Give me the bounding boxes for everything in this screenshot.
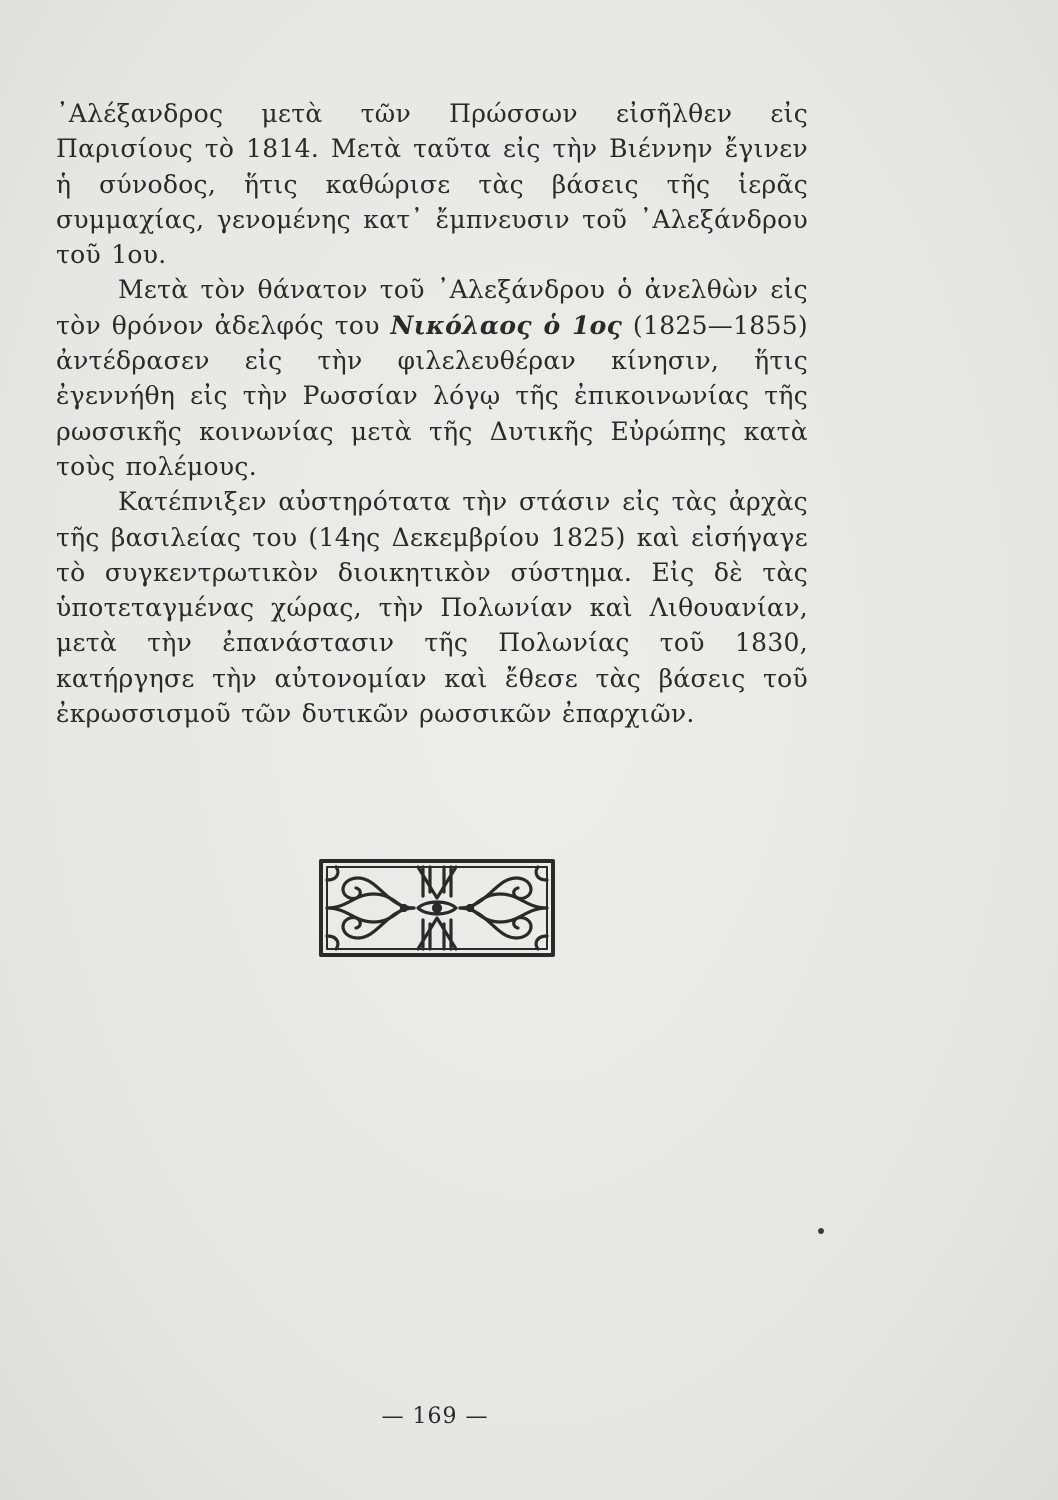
paragraph-2-text-a: Μετὰ τὸν θάνατον τοῦ ᾿Αλεξάνδρου ὁ ἀνελθὼν εἰς τὸν θρόνον ἀδελφός του [56,275,808,340]
print-speck [818,1228,824,1234]
paragraph-1 [56,96,808,272]
paragraph-3-text: Κατέπνιξεν αὐστηρότατα τὴν στάσιν εἰς τὰς ἀρχὰς τῆς βασιλείας του (14ης Δεκεμβρίου 1825) καὶ εἰσήγαγε τὸ συγκεντρωτικὸν διοικητικὸν σύστημα. Εἰς δὲ τὰς ὑποτεταγμένας χώρας, τὴν Πολωνίαν καὶ Λιθουανίαν, μετὰ τὴν ἐπανάστασιν τῆς Πολωνίας τοῦ 1830, κατήργησε τὴν αὐτονομίαν καὶ ἔθεσε τὰς βάσεις τοῦ ἐκρωσσισμοῦ τῶν δυτικῶν ρωσσικῶν ἐπαρχιῶν. [56,487,808,729]
paragraph-2 [56,272,808,484]
emphasized-name: Νικόλαος ὁ 1ος [390,310,623,340]
body-text [56,96,808,731]
page-number: — 169 — [381,1404,489,1429]
paragraph-2-text-b: (1825—1855) ἀντέδρασεν εἰς τὴν φιλελευθέραν κίνησιν, ἥτις ἐγεννήθη εἰς τὴν Ρωσσίαν λόγῳ τῆς ἐπικοινωνίας τῆς ρωσσικῆς κοινωνίας μετὰ τῆς Δυτικῆς Εὐρώπης κατὰ τοὺς πολέμους. [56,310,808,481]
paragraph-1-text: ᾿Αλέξανδρος μετὰ τῶν Πρώσσων εἰσῆλθεν εἰς Παρισίους τὸ 1814. Μετὰ ταῦτα εἰς τὴν Βιέννην ἔγινεν ἡ σύνοδος, ἥτις καθώρισε τὰς βάσεις τῆς ἱερᾶς συμμαχίας, γενομένης κατ᾿ ἔμπνευσιν τοῦ ᾿Αλεξάνδρου τοῦ 1ου. [56,99,808,270]
celtic-knot-ornament-icon [318,858,556,958]
paragraph-3 [56,484,808,731]
